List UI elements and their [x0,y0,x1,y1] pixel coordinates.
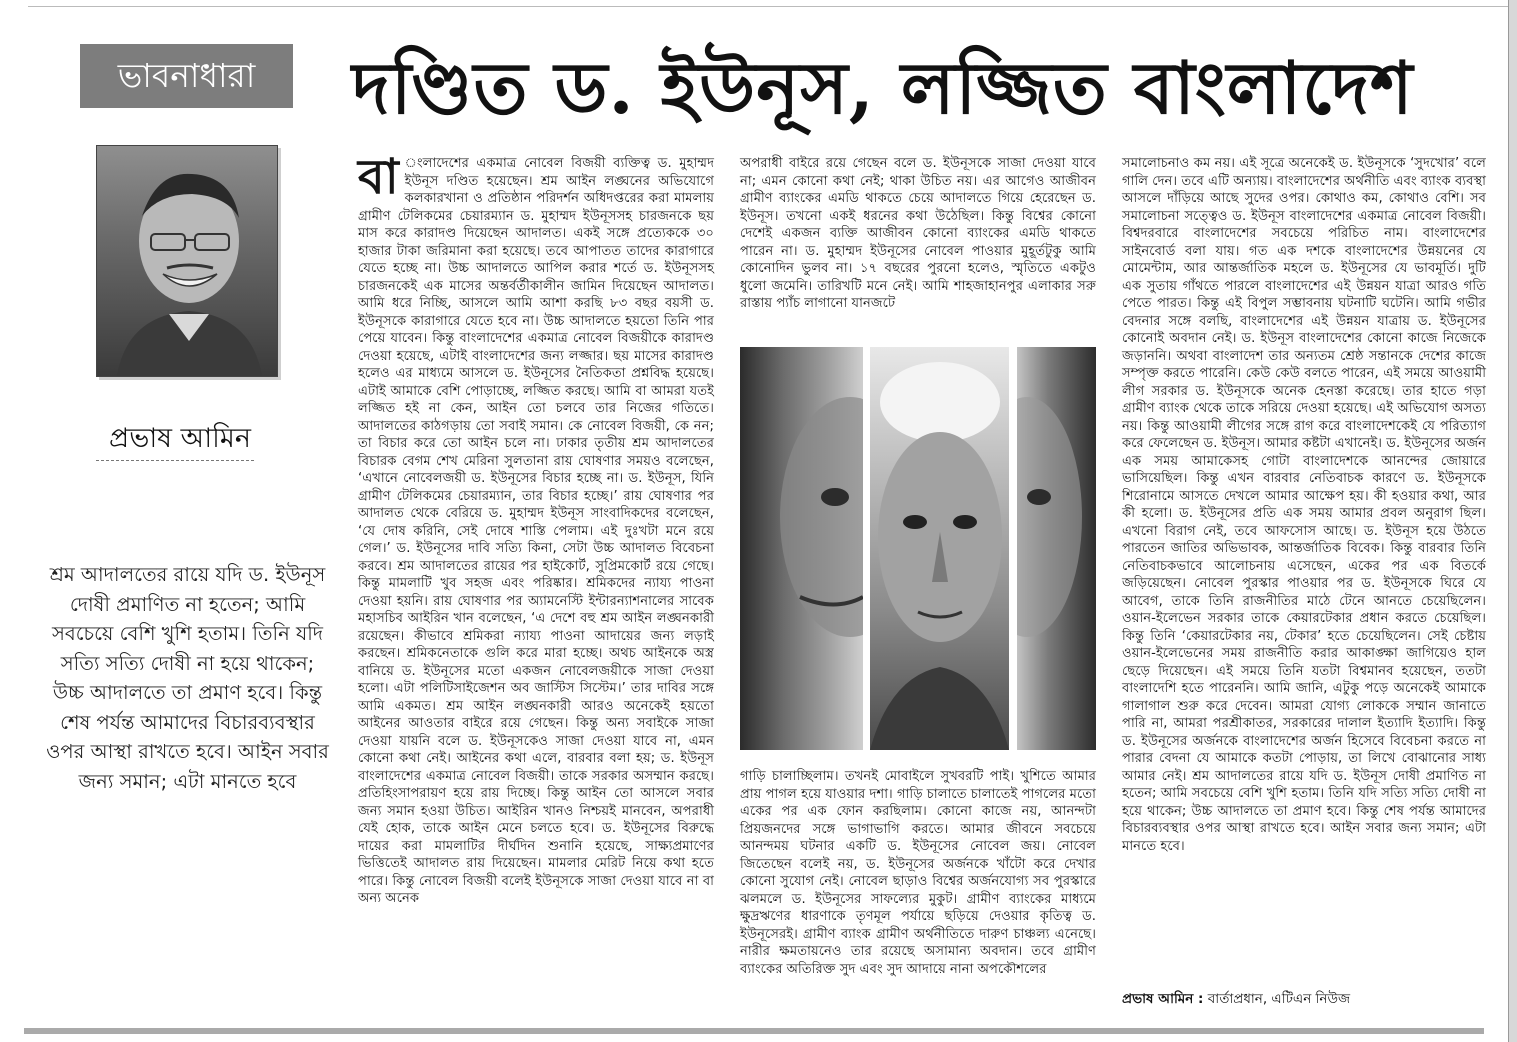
article-text-1: ংলাদেশের একমাত্র নোবেল বিজয়ী ব্যক্তিত্ব ড. মুহাম্মদ ইউনূস দণ্ডিত হয়েছেন। শ্রম আইন লঙ্ঘনের অভিযোগে কলকারখানা ও প্রতিষ্ঠান পরিদর্শন অধিদপ্তরের করা মামলায় গ্রামীণ টেলিকমের চেয়ারম্যান ড. মুহাম্মদ ইউনূসসহ চারজনকে ছয় মাস করে কারাদণ্ড দিয়েছেন আদালত। একই সঙ্গে প্রত্যেককে ৩০ হাজার টাকা জরিমানা করা হয়েছে। তবে আপাতত তাদের কারাগারে যেতে হচ্ছে না। উচ্চ আদালতে আপিল করার শর্তে ড. ইউনূসসহ চারজনকেই এক মাসের অন্তর্বর্তীকালীন জামিন দিয়েছেন আদালত। আমি ধরে নিচ্ছি, আসলে আমি আশা করছি ৮৩ বছর বয়সী ড. ইউনূসকে কারাগারে যেতে হবে না। উচ্চ আদালতে হয়তো তিনি পার পেয়ে যাবেন। কিন্তু বাংলাদেশের একমাত্র নোবেল বিজয়ীকে কারাদণ্ড দেওয়া হয়েছে, এটাই বাংলাদেশের জন্য লজ্জার। ছয় মাসের কারাদণ্ড হলেও এর মাধ্যমে আসলে ড. ইউনূসের নৈতিকতা প্রশ্নবিদ্ধ হয়েছে। এটাই আমাকে বেশি পোড়াচ্ছে, লজ্জিত করছে। আমি বা আমরা যতই লজ্জিত হই না কেন, আইন তো চলবে তার নিজের গতিতে। আদালতের কাঠগড়ায় তো সবাই সমান। কে নোবেল বিজয়ী, কে নন; তা বিচার করে তো আইন চলে না। ঢাকার তৃতীয় শ্রম আদালতের বিচারক বেগম শেখ মেরিনা সুলতানা রায় ঘোষণার সময়ও বলেছেন, ‘এখানে নোবেলজয়ী ড. ইউনূসের বিচার হচ্ছে না। ড. ইউনূস, যিনি গ্রামীণ টেলিকমের চেয়ারম্যান, তার বিচার হচ্ছে।’ রায় ঘোষণার পর আদালত থেকে বেরিয়ে ড. মুহাম্মদ ইউনূস সাংবাদিকদের বলেছেন, ‘যে দোষ করিনি, সেই দোষে শাস্তি পেলাম। এই দুঃখটা মনে রয়ে গেল।’ ড. ইউনূসের দাবি সত্যি কিনা, সেটা উচ্চ আদালত বিবেচনা করবে। শ্রম আদালতের রায়ের পর হাইকোর্ট, সুপ্রিমকোর্ট রয়ে গেছে। কিন্তু মামলাটি খুব সহজ এবং পরিষ্কার। শ্রমিকদের ন্যায্য পাওনা দেওয়া হয়নি। রায় ঘোষণার পর অ্যামনেস্টি ইন্টারন্যাশনালের সাবেক মহাসচিব আইরিন খান বলেছেন, ‘এ দেশে বহু শ্রম আইন লঙ্ঘনকারী রয়েছেন। কীভাবে শ্রমিকরা ন্যায্য পাওনা আদায়ের জন্য লড়াই করছেন। শ্রমিকনেতাকে গুলি করে মারা হচ্ছে। অথচ আইনকে অস্ত্র বানিয়ে ড. ইউনূসের মতো একজন নোবেলজয়ীকে সাজা দেওয়া হলো। এটা পলিটিসাইজেশন অব জাস্টিস সিস্টেম।’ তার দাবির সঙ্গে আমি একমত। শ্রম আইন লঙ্ঘনকারী আরও অনেকেই হয়তো আইনের আওতার বাইরে রয়ে গেছেন। কিন্তু অন্য সবাইকে সাজা দেওয়া যায়নি বলে ড. ইউনূসকেও সাজা দেওয়া যাবে না, এমন কোনো কথা নেই। আইনের কথা এলে, বারবার বলা হয়; ড. ইউনূস বাংলাদেশের একমাত্র নোবেল বিজয়ী। তাকে সরকার অসম্মান করছে। প্রতিহিংসাপরায়ণ হয়ে রায় দিচ্ছে। কিন্তু আইন তো আসলে সবার জন্য সমান হওয়া উচিত। আইরিন খানও নিশ্চয়ই মানবেন, অপরাধী যেই হোক, তাকে আইন মেনে চলতে হবে। ড. ইউনূসের বিরুদ্ধে দায়ের করা মামলাটির দীর্ঘদিন শুনানি হয়েছে, সাক্ষ্যপ্রমাণের ভিত্তিতেই আদালত রায় দিয়েছেন। মামলার মেরিট নিয়ে কথা হতে পারে। কিন্তু নোবেল বিজয়ী বলেই ইউনূসকে সাজা দেওয়া যাবে না বা অন্য অনেক [358,156,714,906]
pull-quote: শ্রম আদালতের রায়ে যদি ড. ইউনূস দোষী প্রমাণিত না হতেন; আমি সবচেয়ে বেশি খুশি হতাম। তিনি যদি সত্যি সত্যি দোষী না হয়ে থাকেন; উচ্চ আদালতে তা প্রমাণ হবে। কিন্তু শেষ পর্যন্ত আমাদের বিচারব্যবস্থার ওপর আস্থা রাখতে হবে। আইন সবার জন্য সমান; এটা মানতে হবে [46,563,329,793]
article-text-3: সমালোচনাও কম নয়। এই সূত্রে অনেকেই ড. ইউনূসকে ‘সুদখোর’ বলে গালি দেন। তবে এটি অন্যায়। বাংলাদেশের অর্থনীতি এবং ব্যাংক ব্যবস্থা আসলে দাঁড়িয়ে আছে সুদের ওপর। কোথাও কম, কোথাও বেশি। সব সমালোচনা সত্ত্বেও ড. ইউনূস বাংলাদেশের একমাত্র নোবেল বিজয়ী। বিশ্বদরবারে বাংলাদেশের সবচেয়ে পরিচিত নাম। বাংলাদেশের সাইনবোর্ড বলা যায়। গত এক দশকে বাংলাদেশের উন্নয়নের যে মোমেন্টাম, আর আন্তর্জাতিক মহলে ড. ইউনূসের যে ভাবমূর্তি। দুটি এক সুতায় গাঁথতে পারলে বাংলাদেশের এই উন্নয়ন যাত্রা আরও গতি পেতে পারত। কিন্তু এই বিপুল সম্ভাবনায় ঘটনাটি ঘটেনি। আমি গভীর বেদনার সঙ্গে বলছি, বাংলাদেশের এই উন্নয়ন যাত্রায় ড. ইউনূসের কোনোই অবদান নেই। ড. ইউনূস বাংলাদেশের কোনো কাজে নিজেকে জড়াননি। অথবা বাংলাদেশ তার অন্যতম শ্রেষ্ঠ সন্তানকে দেশের কাজে সম্পৃক্ত করতে পারেনি। কেউ কেউ বলতে পারেন, এই সময়ে আওয়ামী লীগ সরকার ড. ইউনূসকে অনেক হেনস্তা করেছে। তার হাতে গড়া গ্রামীণ ব্যাংক থেকে তাকে সরিয়ে দেওয়া হয়েছে। এই অভিযোগ অসত্য নয়। কিন্তু আওয়ামী লীগের সঙ্গে রাগ করে বাংলাদেশকেই যে পরিত্যাগ করে ফেলেছেন ড. ইউনূস। আমার কষ্টটা এখানেই। ড. ইউনূসের অর্জন এক সময় আমাকেসহ গোটা বাংলাদেশকে আনন্দের জোয়ারে ভাসিয়েছিল। কিন্তু এখন বারবার নেতিবাচক কারণে ড. ইউনূসকে শিরোনামে আসতে দেখলে আমার আক্ষেপ হয়। কী হওয়ার কথা, আর কী হলো। ড. ইউনূসের প্রতি এক সময় আমার প্রবল অনুরাগ ছিল। এখনো বিরাগ নেই, তবে আফসোস আছে। ড. ইউনূস হয়ে উঠতে পারতেন জাতির অভিভাবক, আন্তর্জাতিক বিবেক। কিন্তু বারবার তিনি নেতিবাচকভাবে আলোচনায় এসেছেন, একের পর এক বিতর্কে জড়িয়েছেন। নোবেল পুরস্কার পাওয়ার পর ড. ইউনূসকে ঘিরে যে আবেগ, তাকে তিনি রাজনীতির মাঠে টেনে আনতে চেয়েছিলেন। ওয়ান-ইলেভেন সরকার তাকে কেয়ারটেকার প্রধান করতে চেয়েছিল। কিন্তু তিনি ‘কেয়ারটেকার নয়, টেকার’ হতে চেয়েছিলেন। সেই চেষ্টায় ওয়ান-ইলেভেনের সময় রাজনীতি করার আকাঙ্ক্ষা জাগিয়েও হাল ছেড়ে দিয়েছেন। এই সময়ে তিনি যতটা বিশ্বমানব হয়েছেন, ততটা বাংলাদেশি হতে পারেননি। আমি জানি, এটুকু পড়ে অনেকেই আমাকে গালাগাল শুরু করে দেবেন। আমরা যোগ্য লোককে সম্মান জানাতে পারি না, আমরা পরশ্রীকাতর, সরকারের দালাল ইত্যাদি ইত্যাদি। কিন্তু ড. ইউনূসের অর্জনকে বাংলাদেশের অর্জন হিসেবে বিবেচনা করতে না পারার বেদনা যে আমাকে কতটা পোড়ায়, তা লিখে বোঝানোর সাধ্য আমার নেই। শ্রম আদালতের রায়ে যদি ড. ইউনূস দোষী প্রমাণিত না হতেন; আমি সবচেয়ে বেশি খুশি হতাম। তিনি যদি সত্যি সত্যি দোষী না হয়ে থাকেন; উচ্চ আদালতে তা প্রমাণ হবে। কিন্তু শেষ পর্যন্ত আমাদের বিচারব্যবস্থার ওপর আস্থা রাখতে হবে। আইন সবার জন্য সমান; এটা মানতে হবে। [1122,156,1486,854]
author-signoff [1122,988,1486,1011]
article-column-1 [358,149,714,908]
author-portrait [96,145,278,377]
drop-cap: বা [358,149,399,205]
page-edge-shadow [1509,0,1517,1042]
section-label: ভাবনাধারা [80,44,293,108]
article-column-3 [1122,155,1486,855]
bottom-rule [24,1028,1484,1034]
article-text-2b: গাড়ি চালাচ্ছিলাম। তখনই মোবাইলে সুখবরটি পাই। খুশিতে আমার প্রায় পাগল হয়ে যাওয়ার দশা। গাড়ি চালাতে চালাতেই পাগলের মতো একের পর এক ফোন করছিলাম। কোনো কাজে নয়, আনন্দটা প্রিয়জনদের সঙ্গে ভাগাভাগি করতে। আমার জীবনে সবচেয়ে আনন্দময় ঘটনার একটি ড. ইউনূসের নোবেল জয়। নোবেল জিতেছেন বলেই নয়, ড. ইউনূসের অর্জনকে খাঁটো করে দেখার কোনো সুযোগ নেই। নোবেল ছাড়াও বিশ্বের অর্জনযোগ্য সব পুরস্কারে ঝলমলে ড. ইউনূসের সাফল্যের মুকুট। গ্রামীণ ব্যাংকের মাধ্যমে ক্ষুদ্রঋণের ধারণাকে তৃণমূল পর্যায়ে ছড়িয়ে দেওয়ার কৃতিত্ব ড. ইউনূসেরই। গ্রামীণ ব্যাংক গ্রামীণ অর্থনীতিতে দারুণ চাঞ্চল্য এনেছে। নারীর ক্ষমতায়নেও তার রয়েছে অসামান্য অবদান। তবে গ্রামীণ ব্যাংকের অতিরিক্ত সুদ এবং সুদ আদায়ে নানা অপকৌশলের [740,769,1096,977]
yunus-photo [740,347,1096,750]
photo-strip-left [740,347,863,750]
headline: দণ্ডিত ড. ইউনূস, লজ্জিত বাংলাদেশ [352,45,1414,130]
article-text-2a: অপরাধী বাইরে রয়ে গেছেন বলে ড. ইউনূসকে সাজা দেওয়া যাবে না; এমন কোনো কথা নেই; থাকা উচিত নয়। এর আগেও আজীবন গ্রামীণ ব্যাংকের এমডি থাকতে চেয়ে আদালতে গিয়ে হেরেছেন ড. ইউনূস। তখনো একই ধরনের কথা উঠেছিল। কিন্তু বিশ্বের কোনো দেশেই একজন ব্যক্তি আজীবন কোনো ব্যাংকের এমডি থাকতে পারেন না। ড. মুহাম্মদ ইউনূসের নোবেল পাওয়ার মুহূর্তটুকু আমি কোনোদিন ভুলব না। ১৭ বছরের পুরনো হলেও, স্মৃতিতে একটুও ধুলো জমেনি। তারিখটি মনে নেই। আমি শাহজাহানপুর এলাকার সরু রাস্তায় প্যাঁচ লাগানো যানজটে [740,156,1096,311]
right-rule [1508,0,1509,1042]
photo-strip-center [870,347,1009,750]
portrait-silhouette [97,146,277,376]
article-column-2-bottom [740,768,1096,978]
author-divider [96,460,254,461]
signoff-role: বার্তাপ্রধান, এটিএন নিউজ [1207,991,1351,1007]
article-column-2-top [740,155,1096,313]
author-name: প্রভাষ আমিন [109,423,251,454]
photo-strip-right [1017,347,1096,750]
top-rule [28,0,1510,7]
signoff-name: প্রভাষ আমিন : [1122,991,1204,1007]
